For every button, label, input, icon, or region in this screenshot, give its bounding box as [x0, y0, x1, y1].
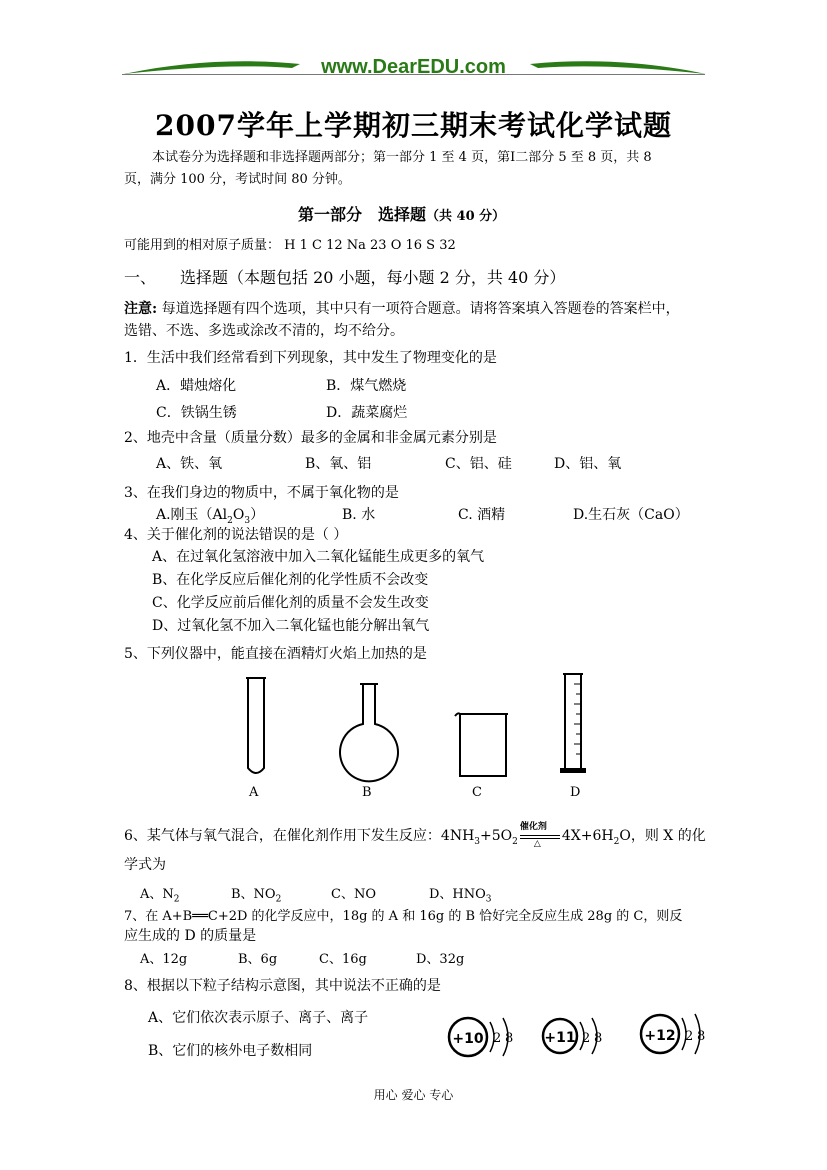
q6-option-c: C、NO: [331, 887, 376, 902]
q3-stem: 3、在我们身边的物质中，不属于氧化物的是: [124, 485, 399, 501]
graduated-cylinder-icon: [558, 672, 588, 778]
particle-1-shell-1: 2: [493, 1031, 502, 1046]
q7-stem-line-1: 7、在 A+B══C+2D 的化学反应中，18g 的 A 和 16g 的 B 恰好完全反应生成 28g 的 C，则反: [124, 909, 683, 924]
q1-option-c: C．铁锅生锈: [156, 405, 237, 421]
q1-option-b: B．煤气燃烧: [326, 378, 407, 394]
notice-line-1: [124, 298, 680, 318]
particle-2-shell-1: 2: [582, 1031, 591, 1046]
header-site: www.DearEDU.com: [321, 56, 506, 78]
section1-heading: 一、 选择题（本题包括 20 小题，每小题 2 分，共 40 分）: [124, 268, 566, 287]
q5-label-c: C: [472, 785, 482, 800]
q4-stem: 4、关于催化剂的说法错误的是（ ）: [124, 527, 348, 543]
atomic-masses: 可能用到的相对原子质量： H 1 C 12 Na 23 O 16 S 32: [124, 238, 456, 253]
particle-diagram-3: [638, 1008, 710, 1060]
q2-option-c: C、铝、硅: [445, 456, 512, 472]
beaker-icon: [452, 710, 512, 778]
part1-heading: [298, 202, 505, 225]
q4-option-b: B、在化学反应后催化剂的化学性质不会改变: [152, 572, 429, 588]
particle-diagram-1: [446, 1012, 522, 1062]
q1-option-d: D．蔬菜腐烂: [326, 405, 408, 421]
q6-option-a: A、$N_2$: [140, 887, 180, 905]
q2-option-b: B、氧、铝: [305, 456, 372, 472]
catalyst-label: 催化剂: [519, 822, 547, 832]
q8-option-b: B、它们的核外电子数相同: [148, 1043, 313, 1059]
q1-option-a: A．蜡烛熔化: [156, 378, 237, 394]
q6-option-d: D、$HNO_3$: [429, 887, 492, 905]
intro-line-1: 本试卷分为选择题和非选择题两部分；第一部分 1 至 4 页，第Ⅰ二部分 5 至 8 页，共 8: [152, 150, 652, 165]
q5-label-b: B: [362, 785, 372, 800]
q5-stem: 5、下列仪器中，能直接在酒精灯火焰上加热的是: [124, 646, 427, 662]
q3-option-c: C. 酒精: [458, 507, 506, 523]
q1-stem: 1．生活中我们经常看到下列现象，其中发生了物理变化的是: [124, 350, 497, 366]
particle-2-nucleus: +11: [544, 1030, 576, 1046]
q7-option-d: D、32g: [416, 952, 465, 967]
notice-line-2: 选错、不选、多选或涂改不清的，均不给分。: [124, 323, 404, 339]
particle-3-shell-2: 8: [697, 1029, 706, 1044]
q7-option-a: A、12g: [140, 952, 188, 967]
q4-option-a: A、在过氧化氢溶液中加入二氧化锰能生成更多的氧气: [152, 549, 485, 565]
page-footer: 用心 爱心 专心: [373, 1088, 454, 1102]
q6-stem: 6、某气体与氧气混合，在催化剂作用下发生反应：$4NH_3+5O_2$ 催化剂 △ $4X+6H_2O$，则 X 的化: [124, 825, 706, 847]
test-tube-icon: [240, 676, 272, 780]
q3-option-d: D.生石灰（CaO）: [573, 507, 689, 523]
q7-option-b: B、6g: [238, 952, 278, 967]
part1-title: 第一部分 选择题: [298, 205, 427, 224]
particle-1-shell-2: 8: [505, 1031, 514, 1046]
flask-icon: [336, 682, 402, 776]
q6-option-b: B、$NO_2$: [231, 887, 282, 905]
heat-label: △: [533, 839, 541, 849]
q2-option-a: A、铁、氧: [156, 456, 223, 472]
reaction-arrow: [518, 822, 562, 849]
q2-stem: 2、地壳中含量（质量分数）最多的金属和非金属元素分别是: [124, 430, 497, 446]
q7-stem-line-2: 应生成的 D 的质量是: [124, 928, 257, 944]
q8-option-a: A、它们依次表示原子、离子、离子: [148, 1010, 369, 1026]
page-title: 2007学年上学期初三期末考试化学试题: [155, 109, 672, 142]
q5-label-a: A: [249, 785, 259, 800]
particle-3-shell-1: 2: [685, 1029, 694, 1044]
q8-stem: 8、根据以下粒子结构示意图，其中说法不正确的是: [124, 978, 441, 994]
particle-3-nucleus: +12: [644, 1028, 676, 1044]
q3-option-b: B. 水: [342, 507, 376, 523]
q6-stem-line-2: 学式为: [124, 857, 166, 873]
particle-2-shell-2: 8: [594, 1031, 603, 1046]
q4-option-d: D、过氧化氢不加入二氧化锰也能分解出氧气: [152, 618, 430, 634]
notice-label: 注意:: [124, 301, 158, 317]
notice-text-1: 每道选择题有四个选项，其中只有一项符合题意。请将答案填入答题卷的答案栏中，: [161, 301, 680, 317]
q3-option-a: A.刚玉$(Al_2O_3)$: [156, 507, 265, 526]
q5-label-d: D: [570, 785, 581, 800]
q2-option-d: D、铝、氧: [554, 456, 622, 472]
part1-note: （共 40 分）: [426, 209, 506, 224]
particle-1-nucleus: +10: [452, 1031, 484, 1047]
intro-line-2: 页，满分 100 分，考试时间 80 分钟。: [124, 172, 351, 187]
q7-option-c: C、16g: [319, 952, 367, 967]
particle-diagram-2: [540, 1012, 610, 1062]
q4-option-c: C、化学反应前后催化剂的质量不会发生改变: [152, 595, 429, 611]
